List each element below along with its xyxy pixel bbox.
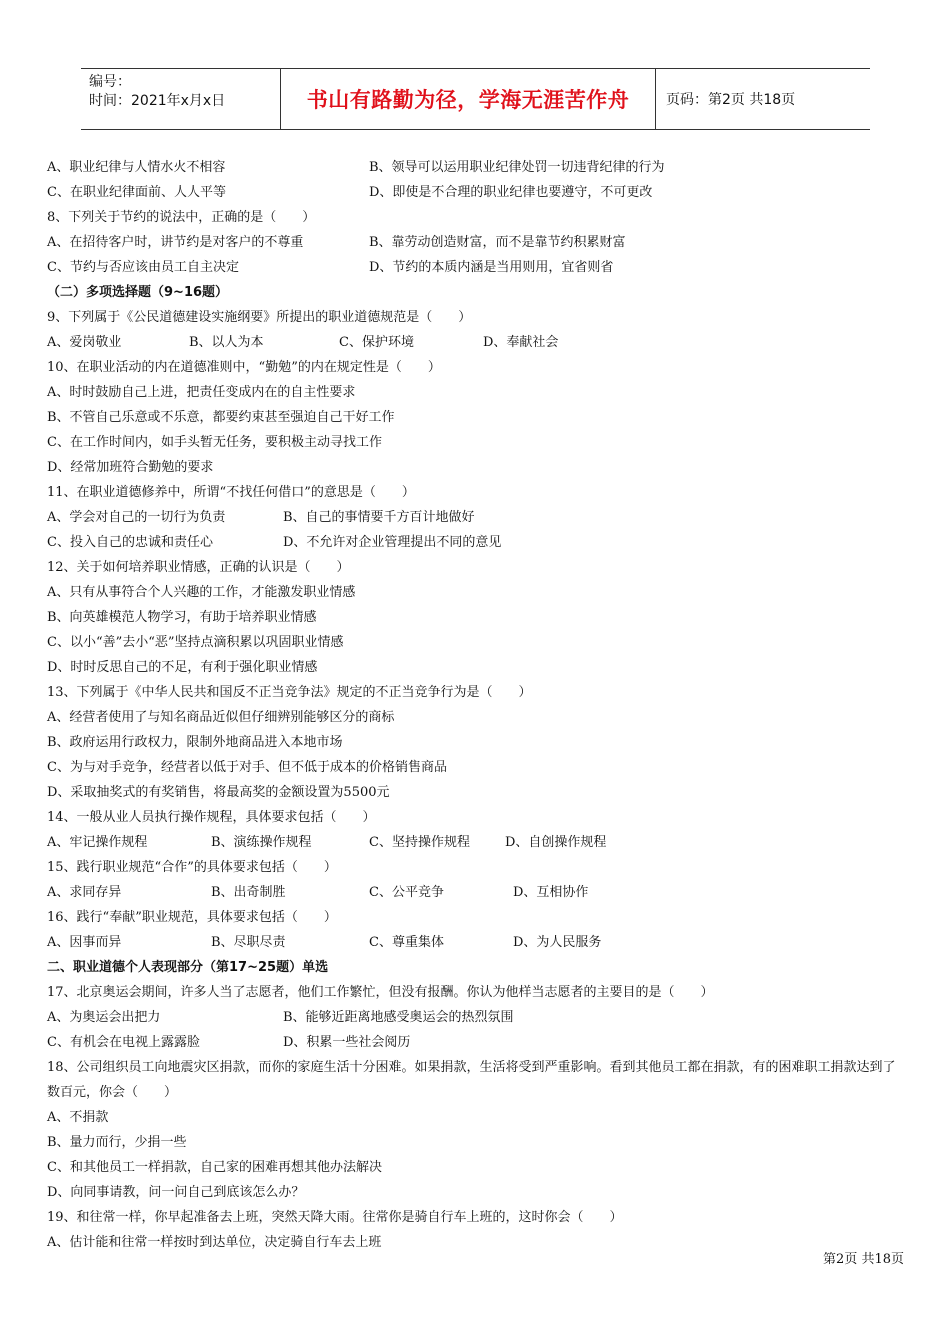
option-b: B、出奇制胜: [211, 885, 286, 900]
option-b: B、以人为本: [189, 335, 264, 350]
option-a: A、为奥运会出把力: [47, 1010, 161, 1025]
question-15: 15、践行职业规范“合作”的具体要求包括（ ）: [47, 860, 337, 875]
option-a: A、学会对自己的一切行为负责: [47, 510, 226, 525]
option-b: B、向英雄模范人物学习，有助于培养职业情感: [47, 610, 317, 625]
option-row: [47, 530, 907, 555]
question-9: 9、下列属于《公民道德建设实施纲要》所提出的职业道德规范是（ ）: [47, 310, 472, 325]
option-d: D、向同事请教，问一问自己到底该怎么办？: [47, 1185, 305, 1200]
option-c: C、在职业纪律面前、人人平等: [47, 185, 226, 200]
time-label: 时间：2021年x月x日: [89, 93, 226, 109]
question-8: 8、下列关于节约的说法中，正确的是（ ）: [47, 210, 316, 225]
option-c: C、在工作时间内，如手头暂无任务，要积极主动寻找工作: [47, 435, 382, 450]
option-row: [47, 830, 907, 855]
option-a: A、爱岗敬业: [47, 335, 122, 350]
option-c: C、尊重集体: [369, 935, 444, 950]
option-d: D、即使是不合理的职业纪律也要遵守，不可更改: [369, 185, 653, 200]
page-footer: 第2页 共18页: [823, 1252, 904, 1267]
option-d: D、积累一些社会阅历: [283, 1035, 411, 1050]
option-b: B、领导可以运用职业纪律处罚一切违背纪律的行为: [369, 160, 665, 175]
option-b: B、能够近距离地感受奥运会的热烈氛围: [283, 1010, 514, 1025]
question-17: 17、北京奥运会期间，许多人当了志愿者，他们工作繁忙，但没有报酬。你认为他样当志愿者的主要目的是（ ）: [47, 985, 714, 1000]
option-b: B、尽职尽责: [211, 935, 286, 950]
option-row: [47, 255, 907, 280]
option-a: A、经营者使用了与知名商品近似但仔细辨别能够区分的商标: [47, 710, 395, 725]
question-19: 19、和往常一样，你早起准备去上班，突然天降大雨。往常你是骑自行车上班的，这时你会（ ）: [47, 1210, 623, 1225]
section-heading-multiple-choice: （二）多项选择题（9~16题）: [47, 285, 229, 300]
header-page-info: 页码：第2页 共18页: [666, 92, 796, 108]
option-d: D、互相协作: [513, 885, 589, 900]
option-b: B、不管自己乐意或不乐意，都要约束甚至强迫自己干好工作: [47, 410, 395, 425]
header-motto: 书山有路勤为径，学海无涯苦作舟: [281, 69, 656, 129]
question-18: 18、公司组织员工向地震灾区捐款，而你的家庭生活十分困难。如果捐款，生活将受到严重影响。看到其他员工都在捐款，有的困难职工捐款达到了数百元，你会（ ）: [47, 1060, 896, 1100]
option-row: [47, 1030, 907, 1055]
option-d: D、为人民服务: [513, 935, 602, 950]
option-a: A、牢记操作规程: [47, 835, 148, 850]
option-a: A、只有从事符合个人兴趣的工作，才能激发职业情感: [47, 585, 356, 600]
option-a: A、估计能和往常一样按时到达单位，决定骑自行车去上班: [47, 1235, 382, 1250]
option-c: C、以小“善”去小“恶”坚持点滴积累以巩固职业情感: [47, 635, 344, 650]
option-c: C、和其他员工一样捐款，自己家的困难再想其他办法解决: [47, 1160, 382, 1175]
option-d: D、自创操作规程: [505, 835, 607, 850]
option-c: C、为与对手竞争，经营者以低于对手、但不低于成本的价格销售商品: [47, 760, 447, 775]
option-b: B、靠劳动创造财富，而不是靠节约积累财富: [369, 235, 626, 250]
option-a: A、在招待客户时，讲节约是对客户的不尊重: [47, 235, 304, 250]
option-row: [47, 880, 907, 905]
question-12: 12、关于如何培养职业情感，正确的认识是（ ）: [47, 560, 350, 575]
option-row: [47, 1005, 907, 1030]
option-d: D、经常加班符合勤勉的要求: [47, 460, 214, 475]
option-c: C、公平竞争: [369, 885, 444, 900]
option-c: C、坚持操作规程: [369, 835, 470, 850]
option-b: B、政府运用行政权力，限制外地商品进入本地市场: [47, 735, 343, 750]
option-b: B、自己的事情要千方百计地做好: [283, 510, 475, 525]
document-header: [81, 68, 870, 130]
option-row: [47, 330, 907, 355]
option-c: C、有机会在电视上露露脸: [47, 1035, 200, 1050]
option-c: C、节约与否应该由员工自主决定: [47, 260, 239, 275]
header-meta: [81, 69, 281, 129]
option-a: A、不捐款: [47, 1110, 109, 1125]
number-label: 编号：: [89, 74, 131, 90]
option-row: [47, 230, 907, 255]
option-a: A、因事而异: [47, 935, 122, 950]
option-d: D、节约的本质内涵是当用则用，宜省则省: [369, 260, 614, 275]
option-row: [47, 505, 907, 530]
option-row: [47, 930, 907, 955]
option-a: A、求同存异: [47, 885, 122, 900]
question-10: 10、在职业活动的内在道德准则中，“勤勉”的内在规定性是（ ）: [47, 360, 441, 375]
option-a: A、时时鼓励自己上进，把责任变成内在的自主性要求: [47, 385, 356, 400]
option-d: D、不允许对企业管理提出不同的意见: [283, 535, 502, 550]
option-a: A、职业纪律与人情水火不相容: [47, 160, 226, 175]
option-d: D、采取抽奖式的有奖销售，将最高奖的金额设置为5500元: [47, 785, 390, 800]
option-row: [47, 180, 907, 205]
option-b: B、量力而行，少捐一些: [47, 1135, 187, 1150]
option-b: B、演练操作规程: [211, 835, 312, 850]
document-body: [47, 155, 907, 1255]
option-d: D、时时反思自己的不足，有利于强化职业情感: [47, 660, 318, 675]
question-14: 14、一般从业人员执行操作规程，具体要求包括（ ）: [47, 810, 376, 825]
option-row: [47, 155, 907, 180]
question-11: 11、在职业道德修养中，所谓“不找任何借口”的意思是（ ）: [47, 485, 415, 500]
option-d: D、奉献社会: [483, 335, 559, 350]
option-c: C、保护环境: [339, 335, 414, 350]
question-16: 16、践行“奉献”职业规范，具体要求包括（ ）: [47, 910, 337, 925]
question-13: 13、下列属于《中华人民共和国反不正当竞争法》规定的不正当竞争行为是（ ）: [47, 685, 532, 700]
section-heading-personal-performance: 二、职业道德个人表现部分（第17~25题）单选: [47, 960, 329, 975]
option-c: C、投入自己的忠诚和责任心: [47, 535, 213, 550]
